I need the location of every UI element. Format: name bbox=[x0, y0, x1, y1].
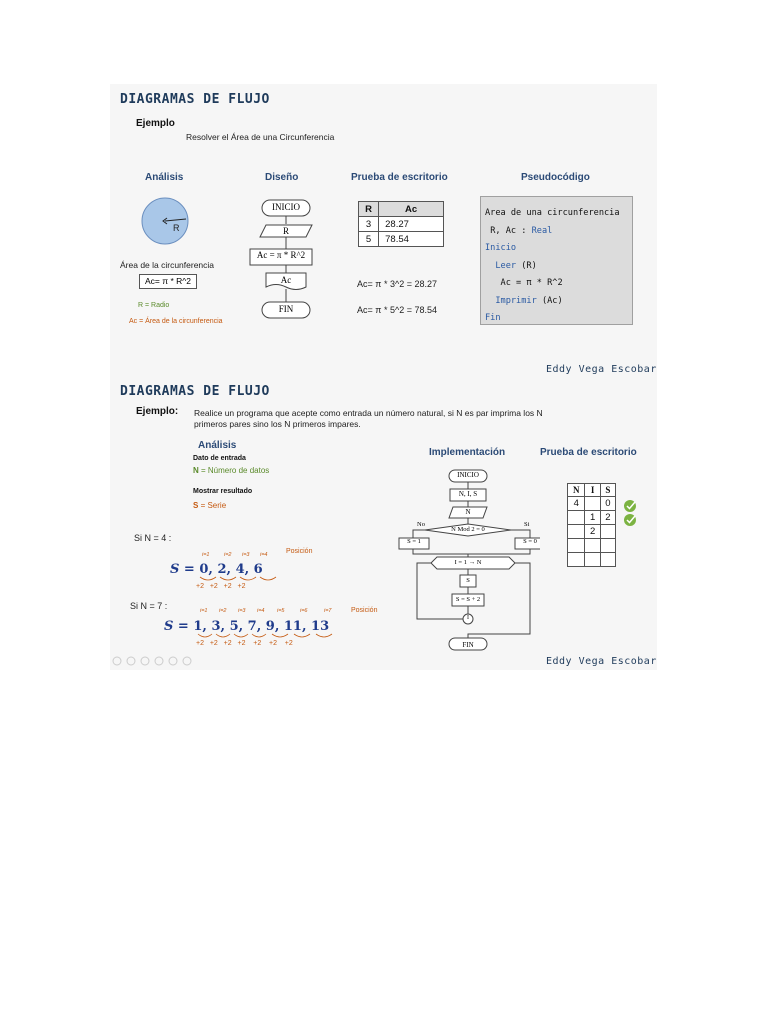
table-cell bbox=[600, 525, 615, 539]
heading-pseudocodigo: Pseudocódigo bbox=[521, 172, 590, 183]
input-desc: N = Número de datos bbox=[193, 466, 270, 475]
table-cell bbox=[568, 525, 585, 539]
slide-area-circunferencia bbox=[110, 84, 657, 376]
position-index: i=6 bbox=[300, 608, 308, 614]
pseudo-line: (Ac) bbox=[536, 295, 563, 306]
pseudo-line: (R) bbox=[516, 260, 537, 271]
table-cell bbox=[600, 553, 615, 567]
desk-test-table-1 bbox=[358, 201, 444, 247]
slide-nav-controls[interactable] bbox=[111, 655, 201, 667]
table-cell: 0 bbox=[600, 497, 615, 511]
flow-process: Ac = π * R^2 bbox=[256, 250, 306, 260]
flow-start: INICIO bbox=[457, 471, 479, 479]
circle-figure bbox=[140, 196, 190, 246]
formula-box: Ac= π * R^2 bbox=[139, 274, 197, 289]
pseudo-keyword: Real bbox=[531, 225, 553, 236]
position-index: i=3 bbox=[242, 552, 250, 558]
table-cell bbox=[585, 497, 600, 511]
flow-no: No bbox=[417, 521, 425, 528]
flow-loop: I = 1 → N bbox=[454, 559, 482, 566]
flow-s-zero: S = 0 bbox=[523, 538, 537, 545]
legend-radio: R = Radio bbox=[138, 302, 170, 309]
table-cell: 5 bbox=[359, 232, 379, 247]
table-cell: 78.54 bbox=[379, 232, 444, 247]
table-cell bbox=[568, 539, 585, 553]
flow-increment: S = S + 2 bbox=[455, 596, 481, 603]
table-header: R bbox=[359, 202, 379, 217]
slide-serie-pares-impares bbox=[110, 376, 657, 670]
position-index: i=1 bbox=[202, 552, 210, 558]
circle-label: R bbox=[173, 223, 180, 233]
pseudo-keyword: Fin bbox=[485, 313, 501, 323]
calc-line-2: Ac= π * 5^2 = 78.54 bbox=[357, 305, 437, 315]
steps-n4: +2 +2 +2 +2 bbox=[196, 583, 246, 590]
flow-output: S bbox=[466, 577, 470, 584]
slide1-title: DIAGRAMAS DE FLUJO bbox=[120, 92, 270, 107]
case-n7: Si N = 7 : bbox=[130, 601, 168, 611]
case-n4: Si N = 4 : bbox=[134, 533, 172, 543]
table-cell: 2 bbox=[600, 511, 615, 525]
flow-condition: N Mod 2 = 0 bbox=[451, 526, 485, 533]
example-label: Ejemplo bbox=[136, 118, 175, 129]
flow-output: Ac bbox=[280, 275, 292, 285]
table-cell bbox=[585, 553, 600, 567]
table-cell bbox=[585, 539, 600, 553]
sequence-n4: S = 0, 2, 4, 6 bbox=[170, 562, 263, 577]
flow-input: R bbox=[282, 226, 289, 236]
heading-prueba: Prueba de escritorio bbox=[351, 172, 448, 183]
output-title: Mostrar resultado bbox=[193, 488, 253, 495]
table-cell: 4 bbox=[568, 497, 585, 511]
check-icon bbox=[622, 499, 638, 513]
steps-n7: +2 +2 +2 +2 +2 +2 +2 bbox=[196, 640, 293, 647]
table-header: S bbox=[600, 484, 615, 497]
sequence-n7: S = 1, 3, 5, 7, 9, 11, 13 bbox=[164, 619, 330, 634]
heading-implementacion: Implementación bbox=[429, 447, 506, 458]
table-cell bbox=[568, 553, 585, 567]
position-index: i=4 bbox=[257, 608, 265, 614]
area-caption: Área de la circunferencia bbox=[120, 260, 215, 270]
flow-s-one: S = 1 bbox=[407, 538, 421, 545]
slide2-title: DIAGRAMAS DE FLUJO bbox=[120, 384, 270, 399]
position-index: i=7 bbox=[324, 608, 332, 614]
example-line-1: Realice un programa que acepte como entrada un número natural, si N es par imprima los N bbox=[194, 408, 543, 418]
example-text: Resolver el Área de una Circunferencia bbox=[186, 132, 335, 142]
calc-line-1: Ac= π * 3^2 = 28.27 bbox=[357, 279, 437, 289]
flow-input: N bbox=[465, 508, 471, 516]
table-header: I bbox=[585, 484, 600, 497]
position-index: i=2 bbox=[224, 552, 232, 558]
table-cell: 28.27 bbox=[379, 217, 444, 232]
pseudo-keyword: Imprimir bbox=[495, 295, 537, 306]
pseudo-keyword: Leer bbox=[495, 260, 517, 271]
flow-vars: N, I, S bbox=[458, 490, 478, 498]
output-desc: S = Serie bbox=[193, 501, 227, 510]
table-cell: 3 bbox=[359, 217, 379, 232]
heading-analisis: Análisis bbox=[145, 172, 184, 183]
position-index: i=5 bbox=[277, 608, 285, 614]
flow-end: FIN bbox=[278, 304, 294, 314]
heading-analisis: Análisis bbox=[198, 440, 237, 451]
pseudocode-box bbox=[480, 196, 633, 325]
example-label: Ejemplo: bbox=[136, 406, 179, 417]
position-label: Posición bbox=[351, 607, 378, 614]
table-cell: 1 bbox=[585, 511, 600, 525]
position-index: i=4 bbox=[260, 552, 268, 558]
flow-start: INICIO bbox=[272, 202, 300, 212]
pseudo-line: R, Ac : bbox=[490, 225, 532, 236]
desk-test-table-2 bbox=[567, 483, 616, 567]
pseudo-line: Ac = π * R^2 bbox=[500, 278, 563, 288]
position-index: i=3 bbox=[238, 608, 246, 614]
pseudo-keyword: Inicio bbox=[485, 243, 517, 253]
input-title: Dato de entrada bbox=[193, 455, 246, 462]
author: Eddy Vega Escobar bbox=[546, 364, 657, 375]
author: Eddy Vega Escobar bbox=[546, 656, 657, 667]
position-label: Posición bbox=[286, 548, 313, 555]
table-header: Ac bbox=[379, 202, 444, 217]
flow-si: Si bbox=[524, 521, 530, 528]
table-cell: 2 bbox=[585, 525, 600, 539]
table-header: N bbox=[568, 484, 585, 497]
legend-area: Ac = Área de la circunferencia bbox=[129, 318, 223, 325]
flow-end: FIN bbox=[462, 641, 474, 649]
check-icon bbox=[622, 513, 638, 527]
position-index: i=2 bbox=[219, 608, 227, 614]
example-line-2: primeros pares sino los N primeros impares. bbox=[194, 419, 361, 429]
pseudo-line: Area de una circunferencia bbox=[485, 208, 620, 218]
heading-diseno: Diseño bbox=[265, 172, 299, 183]
table-cell bbox=[568, 511, 585, 525]
flow-connector: I bbox=[467, 615, 469, 621]
table-cell bbox=[600, 539, 615, 553]
heading-prueba: Prueba de escritorio bbox=[540, 447, 637, 458]
position-index: i=1 bbox=[200, 608, 208, 614]
